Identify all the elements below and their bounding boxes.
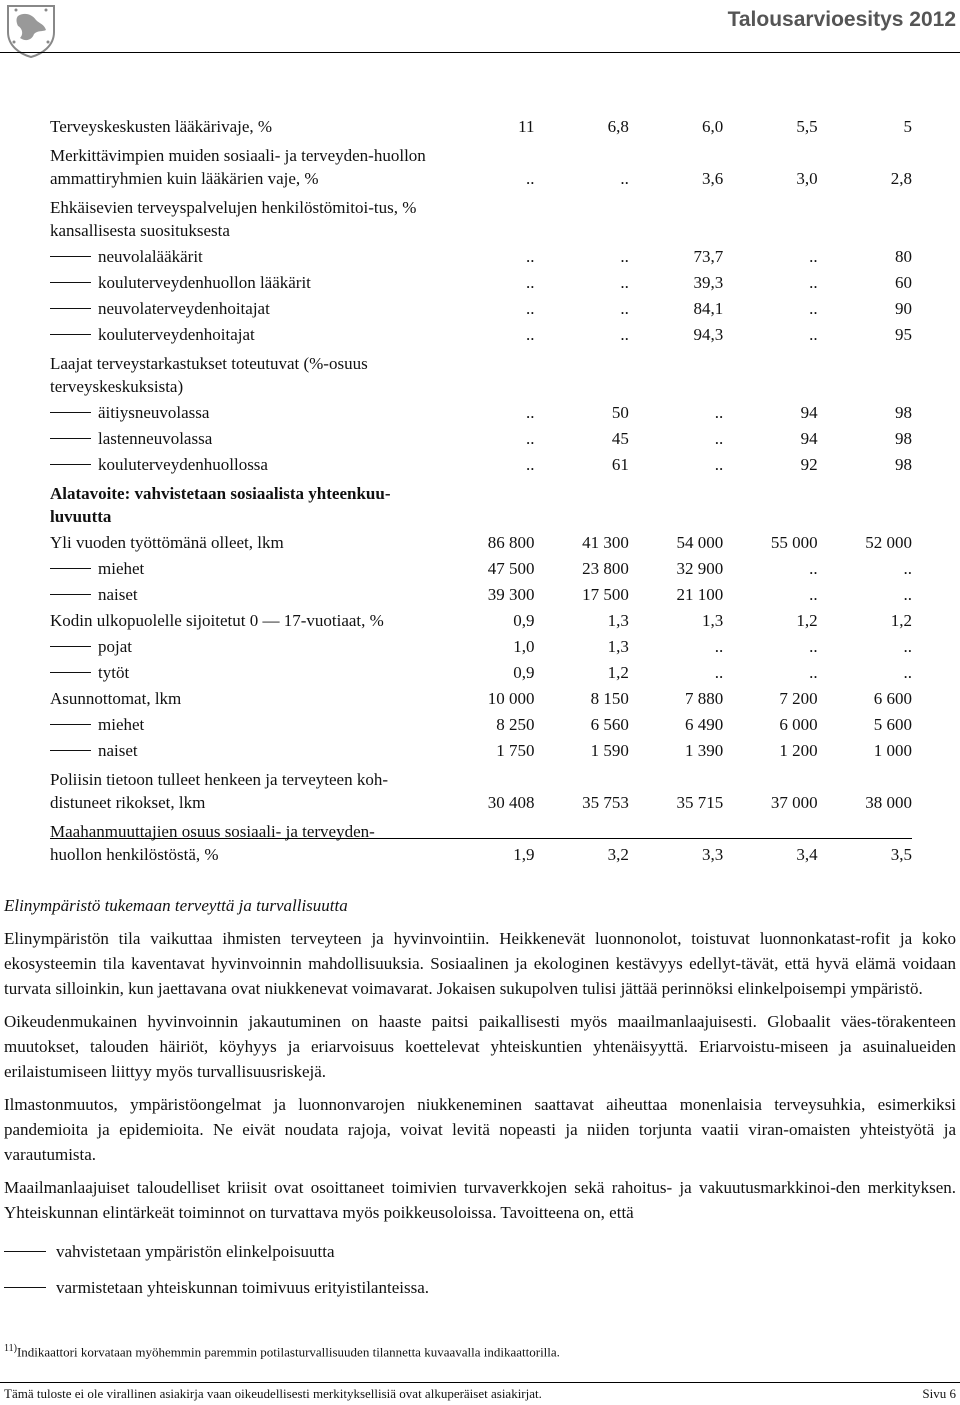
value-cell: 86 800 — [487, 533, 535, 552]
value-cell: 30 408 — [487, 793, 535, 812]
value-cell: 92 — [800, 455, 818, 474]
row-label — [50, 658, 426, 684]
value-cell: .. — [526, 455, 535, 474]
row-label — [50, 580, 426, 606]
row-label — [50, 138, 426, 190]
row-label-text: Laajat terveystarkastukset toteutuvat (%-osuus terveyskeskuksista) — [50, 354, 368, 396]
value-cell: 47 500 — [487, 559, 535, 578]
value-cell: 73,7 — [693, 247, 724, 266]
dash-mark — [50, 464, 91, 465]
value-cell: 1 750 — [496, 741, 535, 760]
value-cell: .. — [714, 403, 724, 422]
table-row — [50, 112, 912, 138]
value-cell: 98 — [895, 429, 912, 448]
value-cell: 98 — [895, 455, 912, 474]
row-label-text: äitiysneuvolassa — [98, 403, 210, 422]
row-label-text: Poliisin tietoon tulleet henkeen ja terveyteen koh-distuneet rikokset, lkm — [50, 770, 389, 812]
table-row — [50, 190, 912, 242]
value-cell: 1,9 — [513, 845, 535, 864]
value-cell: .. — [809, 663, 818, 682]
table-row — [50, 450, 912, 476]
value-cell: .. — [809, 559, 818, 578]
row-label — [50, 606, 426, 632]
value-cell: 94,3 — [693, 325, 724, 344]
row-label-text: Kodin ulkopuolelle sijoitetut 0 — 17-vuotiaat, % — [50, 611, 384, 630]
paragraph: Ilmastonmuutos, ympäristöongelmat ja luonnonvarojen niukkeneminen saattavat aiheuttaa monenlaisia terveysuhkia, esimerkiksi pandemioita ja epidemioita. Ne eivät noudata rajoja, voivat levitä nopeasti ja niiden torjunta vaatii viran-omaisten yhteistyötä ja varautumista. — [4, 1095, 956, 1164]
paragraph: Oikeudenmukainen hyvinvoinnin jakautuminen on haaste paitsi paikallisesti myös maailmanlaajuisesti. Globaalit väes-törakenteen muutokset, talouden häiriöt, köyhyys ja eriarvoisuus koettelevat yhteiskuntien yhtenäisyyttä. Eriarvoistu-miseen ja asuinalueiden erilaistumiseen liittyy myös turvallisuusriskejä. — [4, 1012, 956, 1081]
table-row — [50, 814, 912, 866]
value-cell: 1,3 — [607, 637, 629, 656]
value-cell: .. — [714, 455, 724, 474]
dash-mark — [50, 308, 91, 309]
value-cell: .. — [809, 299, 818, 318]
row-label — [50, 190, 426, 242]
table-row — [50, 658, 912, 684]
footer-divider — [0, 1382, 960, 1383]
dash-mark — [50, 672, 91, 673]
value-cell: .. — [714, 637, 724, 656]
dash-mark — [4, 1251, 46, 1252]
coat-of-arms-logo — [4, 2, 58, 58]
value-cell — [818, 346, 912, 398]
value-cell: 5 600 — [873, 715, 912, 734]
value-cell: 1,2 — [607, 663, 629, 682]
row-label — [50, 736, 426, 762]
value-cell: .. — [526, 273, 535, 292]
value-cell — [818, 190, 912, 242]
value-cell: 6 000 — [779, 715, 818, 734]
row-label — [50, 762, 426, 814]
table-row — [50, 346, 912, 398]
value-cell: 52 000 — [865, 533, 912, 552]
value-cell: .. — [526, 325, 535, 344]
value-cell: 32 900 — [676, 559, 724, 578]
document-title: Talousarvioesitys 2012 — [727, 8, 956, 31]
value-cell — [426, 346, 535, 398]
value-cell: 84,1 — [693, 299, 724, 318]
table-row — [50, 762, 912, 814]
value-cell: .. — [714, 429, 724, 448]
value-cell — [629, 346, 723, 398]
paragraph: Maailmanlaajuiset taloudelliset kriisit ovat osoittaneet toimivien turvaverkkojen sekä rahoitus- ja vakuutusmarkkinoi-den merkityksen. Yhteiskunnan elintärkeät toiminnot on turvattava myös poikkeusoloissa. Tavoitteena on, että — [4, 1178, 956, 1222]
value-cell: 1,3 — [607, 611, 629, 630]
value-cell: 39 300 — [487, 585, 535, 604]
value-cell: .. — [526, 429, 535, 448]
row-label-text: miehet — [98, 715, 145, 734]
section-title: Elinympäristö tukemaan terveyttä ja turvallisuutta — [4, 896, 348, 915]
value-cell: .. — [809, 585, 818, 604]
value-cell: 3,2 — [607, 845, 629, 864]
value-cell: 5,5 — [796, 117, 818, 136]
value-cell — [629, 476, 723, 528]
row-label — [50, 242, 426, 268]
paragraph: Elinympäristön tila vaikuttaa ihmisten terveyteen ja hyvinvointiin. Heikkenevät luonnonolot, toistuvat luonnonkatast-rofit ja koko ekosysteemin tila kaventavat hyvinvoinnin mahdollisuuksia. Sosiaalinen ja ekologinen kestävyys edellyt-tävät, että hyvä elämä voidaan turvata silloinkin, kun jaettavana ovat niukkenevat voimavarat. Jokaisen sukupolven tulisi jättää perinnöksi elinkelpoisempi ympäristö. — [4, 929, 956, 998]
value-cell: .. — [526, 169, 535, 188]
value-cell — [818, 476, 912, 528]
dash-mark — [50, 568, 91, 569]
row-label — [50, 112, 426, 138]
value-cell: 38 000 — [865, 793, 912, 812]
value-cell — [629, 190, 723, 242]
row-label — [50, 710, 426, 736]
value-cell: 41 300 — [582, 533, 629, 552]
value-cell: 21 100 — [676, 585, 724, 604]
row-label — [50, 268, 426, 294]
value-cell — [723, 346, 817, 398]
value-cell: 94 — [800, 429, 818, 448]
value-cell: 35 753 — [582, 793, 629, 812]
row-label-text: lastenneuvolassa — [98, 429, 213, 448]
value-cell: 95 — [895, 325, 912, 344]
value-cell — [535, 476, 629, 528]
row-label-text: kouluterveydenhuollon lääkärit — [98, 273, 311, 292]
value-cell: 1 590 — [590, 741, 629, 760]
page-number: Sivu 6 — [922, 1386, 956, 1401]
table-row — [50, 138, 912, 190]
value-cell: .. — [714, 663, 724, 682]
row-label-text: Yli vuoden työttömänä olleet, lkm — [50, 533, 284, 552]
value-cell: 98 — [895, 403, 912, 422]
row-label — [50, 814, 426, 866]
row-label — [50, 476, 426, 528]
value-cell: 7 200 — [779, 689, 818, 708]
table-row — [50, 580, 912, 606]
footer-disclaimer: Tämä tuloste ei ole virallinen asiakirja vaan oikeudellisesti merkityksellisiä ovat alkuperäiset asiakirjat. — [4, 1386, 542, 1401]
row-label-text: Terveyskeskusten lääkärivaje, % — [50, 117, 273, 136]
row-label-text: Merkittävimpien muiden sosiaali- ja terveyden-huollon ammattiryhmien kuin lääkärien vaje, % — [50, 146, 426, 188]
value-cell: 1,3 — [702, 611, 724, 630]
indicator-table — [50, 112, 912, 866]
table-bottom-rule — [50, 838, 912, 839]
footnote-marker: 11) — [4, 1343, 17, 1354]
value-cell: 37 000 — [770, 793, 818, 812]
value-cell: .. — [809, 273, 818, 292]
value-cell: .. — [526, 403, 535, 422]
table-row — [50, 684, 912, 710]
row-label — [50, 450, 426, 476]
row-label — [50, 684, 426, 710]
bullet-text: vahvistetaan ympäristön elinkelpoisuutta — [56, 1241, 335, 1261]
row-label-text: neuvolaterveydenhoitajat — [98, 299, 270, 318]
footnote — [4, 1343, 560, 1360]
row-label-text: Ehkäisevien terveyspalvelujen henkilöstömitoi-tus, % kansallisesta suosituksesta — [50, 198, 417, 240]
row-label — [50, 320, 426, 346]
row-label-text: miehet — [98, 559, 145, 578]
value-cell: .. — [620, 299, 629, 318]
row-label — [50, 398, 426, 424]
row-label — [50, 554, 426, 580]
value-cell: .. — [903, 637, 912, 656]
value-cell — [723, 190, 817, 242]
value-cell: .. — [620, 325, 629, 344]
value-cell: 1,2 — [796, 611, 818, 630]
dash-mark — [50, 334, 91, 335]
value-cell: 0,9 — [513, 611, 535, 630]
row-label-text: neuvolalääkärit — [98, 247, 203, 266]
value-cell: .. — [809, 637, 818, 656]
value-cell: .. — [526, 247, 535, 266]
value-cell: 1,0 — [513, 637, 535, 656]
row-label — [50, 632, 426, 658]
value-cell: 11 — [518, 117, 535, 136]
value-cell — [426, 476, 535, 528]
value-cell: 35 715 — [676, 793, 724, 812]
value-cell: 6,0 — [702, 117, 724, 136]
value-cell: 94 — [800, 403, 818, 422]
row-label-text: Maahanmuuttajien osuus sosiaali- ja terveyden-huollon henkilöstöstä, % — [50, 822, 375, 864]
value-cell: 54 000 — [676, 533, 724, 552]
table-row — [50, 424, 912, 450]
dash-mark — [50, 412, 91, 413]
value-cell: 1,2 — [890, 611, 912, 630]
value-cell: 23 800 — [582, 559, 629, 578]
dash-mark — [50, 646, 91, 647]
row-label — [50, 346, 426, 398]
value-cell: 50 — [611, 403, 629, 422]
value-cell: 55 000 — [770, 533, 818, 552]
value-cell: 6 600 — [873, 689, 912, 708]
value-cell: 3,3 — [702, 845, 724, 864]
row-label — [50, 528, 426, 554]
row-label-text: kouluterveydenhuollossa — [98, 455, 268, 474]
bullet-text: varmistetaan yhteiskunnan toimivuus erityistilanteissa. — [56, 1277, 429, 1297]
value-cell — [535, 346, 629, 398]
value-cell: 80 — [895, 247, 912, 266]
bullet-item — [4, 1233, 956, 1269]
value-cell: 3,5 — [890, 845, 912, 864]
dash-mark — [50, 724, 91, 725]
row-label-text: pojat — [98, 637, 132, 656]
dash-mark — [50, 750, 91, 751]
value-cell: 10 000 — [487, 689, 535, 708]
dash-mark — [50, 282, 91, 283]
footnote-text: Indikaattori korvataan myöhemmin paremmin potilasturvallisuuden tilannetta kuvaavalla indikaattorilla. — [16, 1344, 560, 1360]
row-label-text: naiset — [98, 741, 138, 760]
table-row — [50, 398, 912, 424]
value-cell: 61 — [611, 455, 629, 474]
table-row — [50, 242, 912, 268]
row-label — [50, 294, 426, 320]
row-label-text: kouluterveydenhoitajat — [98, 325, 255, 344]
value-cell — [535, 190, 629, 242]
value-cell: .. — [809, 325, 818, 344]
row-label-text: tytöt — [98, 663, 130, 682]
value-cell: .. — [903, 585, 912, 604]
dash-mark — [50, 438, 91, 439]
table-row — [50, 632, 912, 658]
value-cell: 6 490 — [685, 715, 724, 734]
value-cell: 5 — [903, 117, 912, 136]
value-cell: .. — [620, 169, 629, 188]
value-cell: .. — [620, 247, 629, 266]
section-body — [4, 893, 956, 1305]
row-label-text: Asunnottomat, lkm — [50, 689, 182, 708]
table-row — [50, 736, 912, 762]
bullet-item — [4, 1269, 956, 1305]
value-cell: 1 000 — [873, 741, 912, 760]
value-cell: 17 500 — [582, 585, 629, 604]
value-cell — [426, 190, 535, 242]
table-row — [50, 476, 912, 528]
value-cell: .. — [526, 299, 535, 318]
table-row — [50, 554, 912, 580]
value-cell — [723, 476, 817, 528]
header-divider — [0, 52, 960, 53]
value-cell: .. — [903, 663, 912, 682]
value-cell: 6,8 — [607, 117, 629, 136]
row-label-text: Alatavoite: vahvistetaan sosiaalista yhteenkuu-luvuutta — [50, 484, 391, 526]
value-cell: 7 880 — [685, 689, 724, 708]
value-cell: 0,9 — [513, 663, 535, 682]
value-cell: 90 — [895, 299, 912, 318]
table-row — [50, 606, 912, 632]
table-row — [50, 294, 912, 320]
value-cell: 8 150 — [590, 689, 629, 708]
value-cell: 1 200 — [779, 741, 818, 760]
table-row — [50, 710, 912, 736]
dash-mark — [50, 256, 91, 257]
value-cell: .. — [903, 559, 912, 578]
value-cell: 45 — [611, 429, 629, 448]
value-cell: 39,3 — [693, 273, 724, 292]
value-cell: 1 390 — [685, 741, 724, 760]
value-cell: 60 — [895, 273, 912, 292]
row-label — [50, 424, 426, 450]
value-cell: 8 250 — [496, 715, 535, 734]
value-cell: .. — [809, 247, 818, 266]
value-cell: 2,8 — [890, 169, 912, 188]
table-row — [50, 268, 912, 294]
value-cell: 3,0 — [796, 169, 818, 188]
value-cell: 3,6 — [702, 169, 724, 188]
value-cell: 6 560 — [590, 715, 629, 734]
dash-mark — [4, 1287, 46, 1288]
row-label-text: naiset — [98, 585, 138, 604]
table-row — [50, 320, 912, 346]
value-cell: .. — [620, 273, 629, 292]
value-cell: 3,4 — [796, 845, 818, 864]
table-row — [50, 528, 912, 554]
dash-mark — [50, 594, 91, 595]
